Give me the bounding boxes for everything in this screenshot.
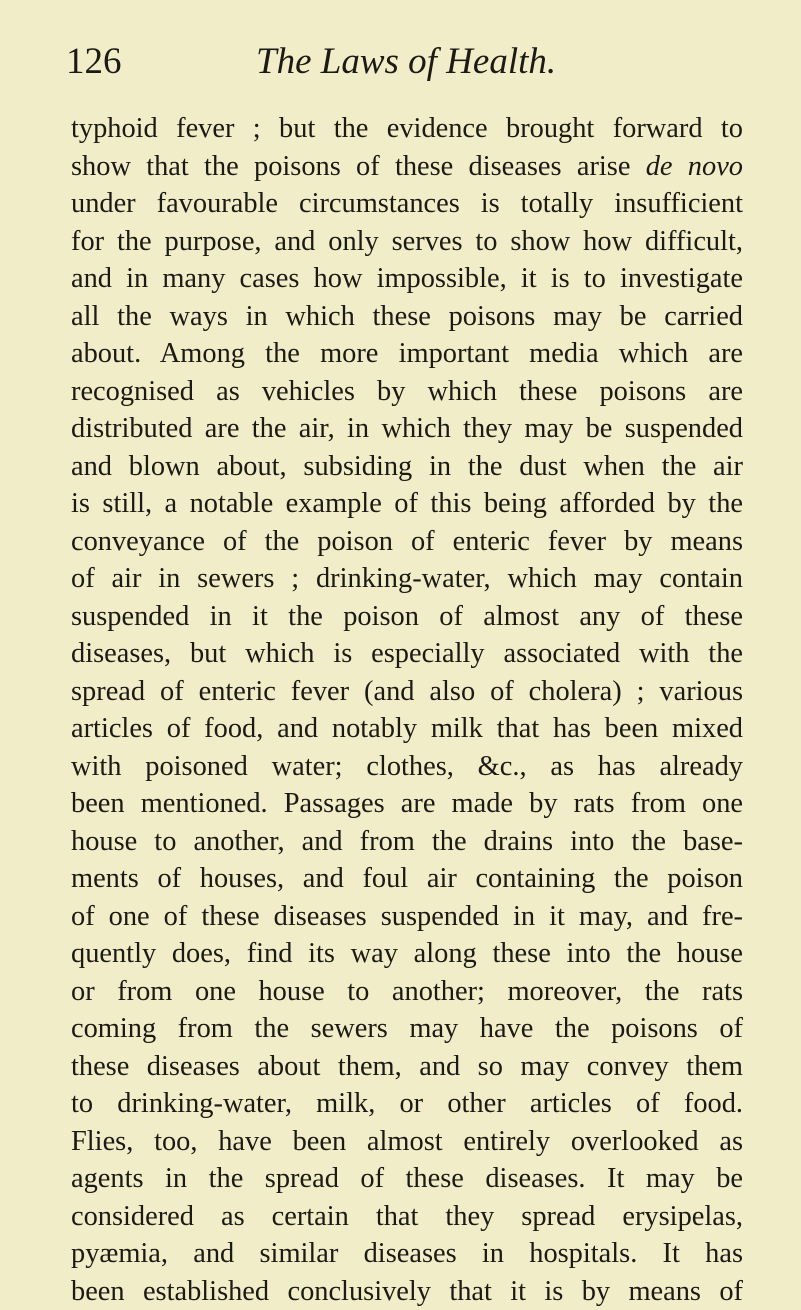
- text-line: or from one house to another; moreover, the rats: [71, 973, 743, 1011]
- text-line: for the purpose, and only serves to show how difficult,: [71, 223, 743, 261]
- text-line: coming from the sewers may have the poisons of: [71, 1010, 743, 1048]
- text-line: about. Among the more important media which are: [71, 335, 743, 373]
- text-line: all the ways in which these poisons may be carried: [71, 298, 743, 336]
- text-line: been established conclusively that it is by means of: [71, 1273, 743, 1310]
- text-line: conveyance of the poison of enteric fever by means: [71, 523, 743, 561]
- text-line: house to another, and from the drains into the base-: [71, 823, 743, 861]
- text-line-start: show that the poisons of these diseases arise: [71, 151, 630, 182]
- text-line: considered as certain that they spread erysipelas,: [71, 1198, 743, 1236]
- text-line: and blown about, subsiding in the dust when the air: [71, 448, 743, 486]
- text-line: ments of houses, and foul air containing the poison: [71, 860, 743, 898]
- text-line: is still, a notable example of this being afforded by the: [71, 485, 743, 523]
- text-line: recognised as vehicles by which these poisons are: [71, 373, 743, 411]
- text-line: been mentioned. Passages are made by rats from one: [71, 785, 743, 823]
- text-line: Flies, too, have been almost entirely overlooked as: [71, 1123, 743, 1161]
- body-text: [71, 110, 743, 1310]
- running-title: The Laws of Health.: [256, 40, 556, 84]
- text-line: typhoid fever ; but the evidence brought forward to: [71, 110, 743, 148]
- text-line: pyæmia, and similar diseases in hospitals. It has: [71, 1235, 743, 1273]
- text-line: of air in sewers ; drinking-water, which may contain: [71, 560, 743, 598]
- text-line: suspended in it the poison of almost any of these: [71, 598, 743, 636]
- text-line: diseases, but which is especially associated with the: [71, 635, 743, 673]
- text-line: of one of these diseases suspended in it may, and fre-: [71, 898, 743, 936]
- text-line: under favourable circumstances is totally insufficient: [71, 185, 743, 223]
- italic-phrase: de novo: [646, 151, 743, 182]
- text-line: articles of food, and notably milk that has been mixed: [71, 710, 743, 748]
- text-line: and in many cases how impossible, it is to investigate: [71, 260, 743, 298]
- text-line: distributed are the air, in which they may be suspended: [71, 410, 743, 448]
- text-line: these diseases about them, and so may convey them: [71, 1048, 743, 1086]
- text-line: quently does, find its way along these into the house: [71, 935, 743, 973]
- text-line: agents in the spread of these diseases. It may be: [71, 1160, 743, 1198]
- text-line: spread of enteric fever (and also of cholera) ; various: [71, 673, 743, 711]
- text-line: [71, 148, 743, 186]
- running-head: [66, 40, 766, 84]
- text-line: with poisoned water; clothes, &c., as has already: [71, 748, 743, 786]
- page-number: 126: [66, 40, 122, 84]
- text-line: to drinking-water, milk, or other articles of food.: [71, 1085, 743, 1123]
